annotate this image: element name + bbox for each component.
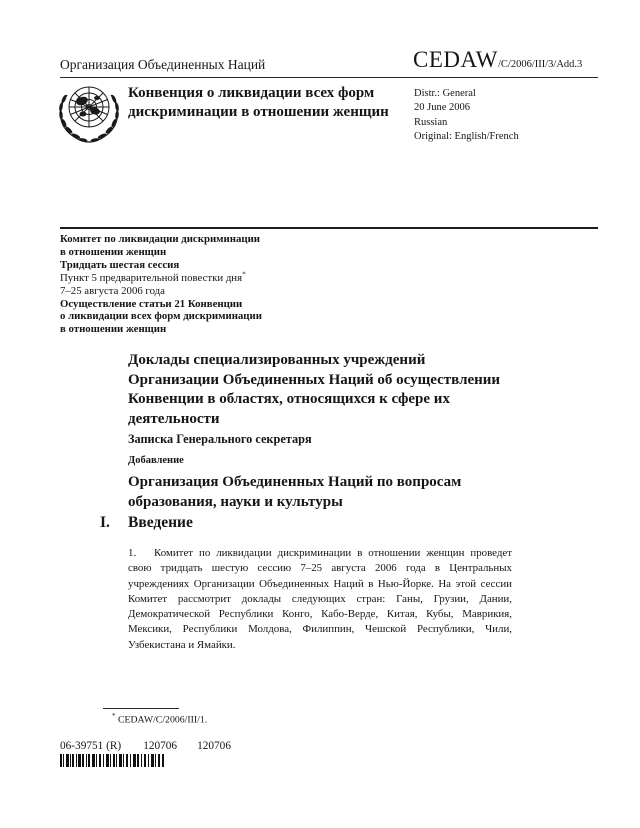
agency-title: Организация Объединенных Наций по вопросам образования, науки и культуры (128, 474, 462, 510)
distr-language: Russian (414, 116, 448, 128)
implementation-line2: о ликвидации всех форм дискриминации (60, 310, 262, 323)
implementation-line3: в отношении женщин (60, 323, 167, 336)
document-symbol-main: CEDAW (413, 47, 498, 72)
session-title: Тридцать шестая сессия (60, 258, 180, 271)
date-code-2: 120706 (197, 740, 231, 752)
section-title: Введение (128, 514, 193, 531)
section-divider-rule (60, 227, 598, 229)
committee-name-line1: Комитет по ликвидации дискриминации (60, 233, 261, 245)
distr-date: 20 June 2006 (414, 102, 470, 114)
paragraph-number: 1. (128, 547, 137, 559)
agenda-item (60, 269, 262, 285)
un-org-name: Организация Объединенных Наций (60, 57, 266, 72)
document-subtitle: Записка Генерального секретаря (128, 432, 312, 446)
un-emblem-icon (55, 81, 123, 147)
footnote-text: CEDAW/C/2006/III/1. (117, 714, 208, 726)
job-number: 06-39751 (R) (60, 740, 122, 752)
section-heading (100, 514, 193, 532)
barcode-icon (60, 754, 165, 772)
paragraph-text: Комитет по ликвидации дискриминации в отношении женщин проведет свою тридцать шестую сессию 7–25 августа 2006 года в Центральных учреждениях Организации Объединенных Наций в Нью-Йорке. На этой сессии Комитет рассмотрит доклады следующих стран: Ганы, Грузии, Дании, Демократической Республики Конго, Кабо-Верде, Китая, Кубы, Маврикия, Мексики, Республики Молдова, Филиппин, Чешской Республики, Чили, Узбекистана и Ямайки. (128, 547, 512, 651)
convention-title: Конвенция о ликвидации всех форм дискриминации в отношении женщин (128, 85, 389, 120)
footnote (112, 712, 207, 725)
document-symbol (413, 47, 582, 73)
agenda-item-text: Пункт 5 предварительной повестки дня (60, 271, 243, 284)
distribution-info (414, 87, 519, 145)
paragraph-1 (128, 546, 512, 653)
addendum-label: Добавление (128, 455, 184, 466)
distr-original: Original: English/French (414, 131, 519, 143)
footnote-marker: * (112, 712, 116, 720)
date-code-1: 120706 (143, 740, 178, 752)
implementation-line1: Осуществление статьи 21 Конвенции (60, 297, 243, 310)
session-dates: 7–25 августа 2006 года (60, 284, 165, 297)
footnote-separator-rule (103, 708, 179, 709)
committee-name-line2: в отношении женщин (60, 245, 167, 258)
footnote-reference-marker: * (242, 269, 246, 279)
section-number: I. (100, 514, 110, 531)
document-job-id (60, 740, 231, 752)
header-rule (60, 77, 598, 78)
distr-line: Distr.: General (414, 88, 476, 99)
document-title: Доклады специализированных учреждений Организации Объединенных Наций об осуществлении Конвенции в областях, относящихся к сфере их деятельности (128, 352, 501, 427)
document-symbol-suffix: /C/2006/III/3/Add.3 (497, 59, 583, 70)
committee-block (60, 233, 262, 336)
